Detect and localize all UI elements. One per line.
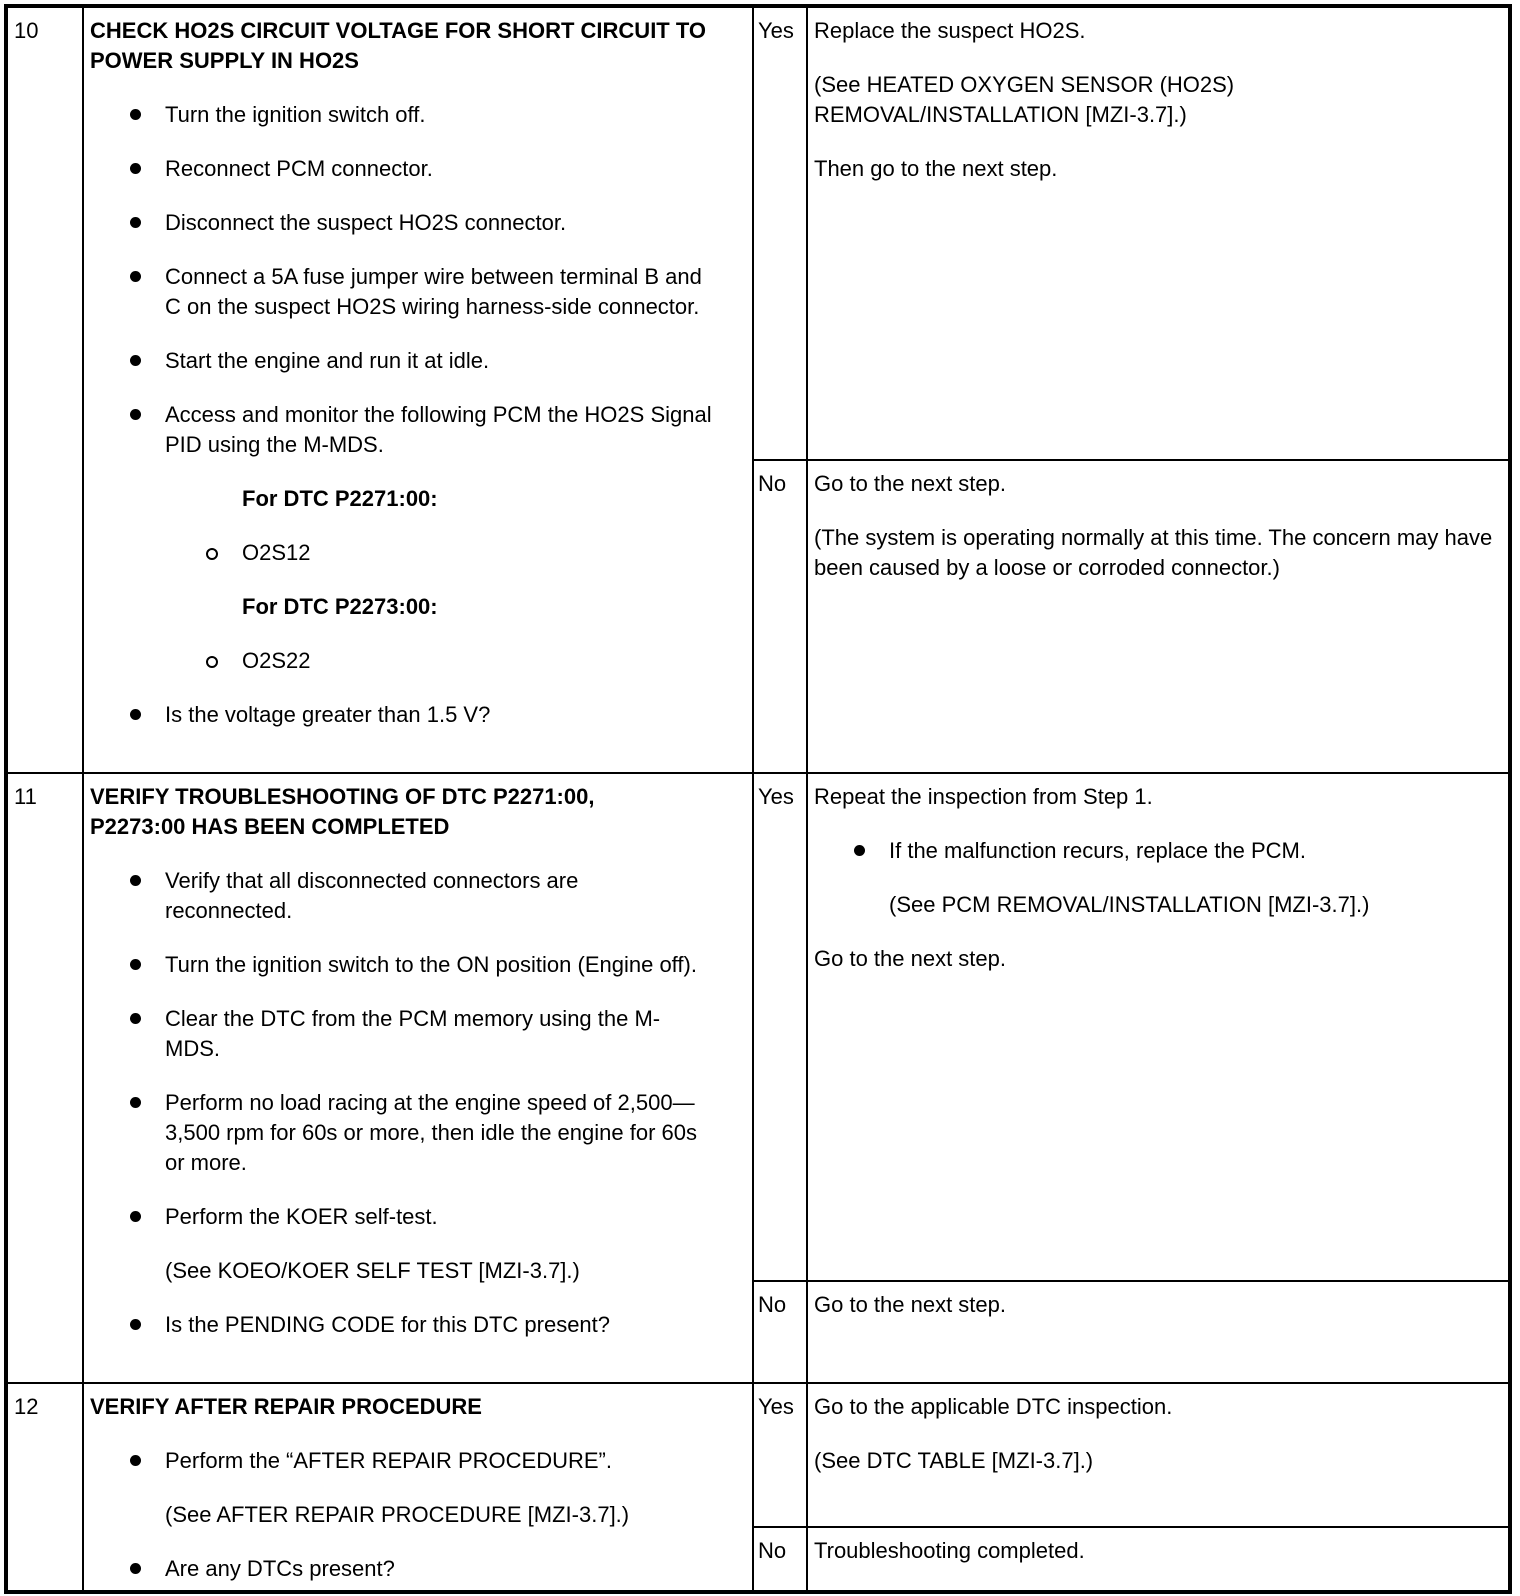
yes-action xyxy=(808,1384,1508,1526)
bullet-item xyxy=(90,1310,746,1340)
item-text: Turn the ignition switch off. xyxy=(165,102,426,127)
question-text: Is the voltage greater than 1.5 V? xyxy=(165,702,491,727)
bullet-icon xyxy=(130,1211,141,1222)
bullet-item xyxy=(90,400,746,460)
dtc-label: For DTC P2273:00: xyxy=(242,594,438,619)
bullet-item xyxy=(90,346,746,376)
step-11-procedure xyxy=(84,774,752,1382)
item-text: Perform the “AFTER REPAIR PROCEDURE”. xyxy=(165,1448,612,1473)
bullet-item xyxy=(814,836,1502,866)
reference-link[interactable]: (See KOEO/KOER SELF TEST [MZI-3.7].) xyxy=(165,1258,580,1283)
item-text: Perform no load racing at the engine speed of 2,500—3,500 rpm for 60s or more, then idle the engine for 60s or more. xyxy=(165,1090,697,1175)
no-label: No xyxy=(758,1538,787,1563)
bullet-item xyxy=(90,1446,746,1476)
step-10: 10 xyxy=(14,18,39,43)
bullet-item xyxy=(90,100,746,130)
bullet-item xyxy=(90,950,746,980)
no-action xyxy=(808,461,1508,772)
dtc-label: For DTC P2271:00: xyxy=(242,486,438,511)
circle-bullet-icon xyxy=(206,656,218,668)
bullet-item xyxy=(90,208,746,238)
action-text: Go to the applicable DTC inspection. xyxy=(814,1394,1173,1419)
item-text: Disconnect the suspect HO2S connector. xyxy=(165,210,567,235)
bullet-item xyxy=(90,700,746,730)
bullet-icon xyxy=(130,1013,141,1024)
pid-text: O2S12 xyxy=(242,540,311,565)
item-text: Reconnect PCM connector. xyxy=(165,156,433,181)
sub-bullet-item xyxy=(90,538,746,568)
yes-action xyxy=(808,8,1508,459)
step-title: CHECK HO2S CIRCUIT VOLTAGE FOR SHORT CIRCUIT TO POWER SUPPLY IN HO2S xyxy=(90,18,707,73)
bullet-icon xyxy=(130,271,141,282)
action-text: Go to the next step. xyxy=(814,946,1007,971)
item-text: Clear the DTC from the PCM memory using the M-MDS. xyxy=(165,1006,661,1061)
bullet-item xyxy=(90,1202,746,1232)
action-text: Repeat the inspection from Step 1. xyxy=(814,784,1153,809)
circle-bullet-icon xyxy=(206,548,218,560)
no-action: Go to the next step. xyxy=(814,1292,1007,1317)
bullet-item xyxy=(90,1004,746,1064)
step-12-procedure xyxy=(84,1384,752,1590)
item-text: Access and monitor the following PCM the HO2S Signal PID using the M-MDS. xyxy=(165,402,712,457)
item-text: Start the engine and run it at idle. xyxy=(165,348,490,373)
step-11: 11 xyxy=(14,784,37,809)
step-title: VERIFY AFTER REPAIR PROCEDURE xyxy=(90,1394,482,1419)
item-text: If the malfunction recurs, replace the PCM. xyxy=(889,838,1306,863)
reference-link[interactable]: (See PCM REMOVAL/INSTALLATION [MZI-3.7].) xyxy=(889,892,1370,917)
yes-label: Yes xyxy=(758,18,794,43)
bullet-icon xyxy=(130,109,141,120)
bullet-icon xyxy=(130,163,141,174)
troubleshooting-table xyxy=(4,4,1512,1594)
item-text: Verify that all disconnected connectors are reconnected. xyxy=(165,868,579,923)
yes-label: Yes xyxy=(758,1394,794,1419)
item-text: Connect a 5A fuse jumper wire between terminal B and C on the suspect HO2S wiring harness-side connector. xyxy=(165,264,702,319)
pid-text: O2S22 xyxy=(242,648,311,673)
action-text: Then go to the next step. xyxy=(814,156,1058,181)
bullet-icon xyxy=(130,875,141,886)
bullet-icon xyxy=(854,845,865,856)
step-title: VERIFY TROUBLESHOOTING OF DTC P2271:00, P2273:00 HAS BEEN COMPLETED xyxy=(90,784,595,839)
bullet-item xyxy=(90,262,746,322)
step-12: 12 xyxy=(14,1394,39,1419)
bullet-icon xyxy=(130,217,141,228)
bullet-icon xyxy=(130,709,141,720)
step-number xyxy=(8,774,82,1382)
action-text: Go to the next step. xyxy=(814,471,1007,496)
action-text: Replace the suspect HO2S. xyxy=(814,18,1086,43)
bullet-icon xyxy=(130,355,141,366)
step-number xyxy=(8,1384,82,1590)
bullet-item xyxy=(90,1554,746,1584)
step-10-procedure xyxy=(84,8,752,772)
question-text: Is the PENDING CODE for this DTC present? xyxy=(165,1312,611,1337)
bullet-item xyxy=(90,154,746,184)
bullet-icon xyxy=(130,1319,141,1330)
question-text: Are any DTCs present? xyxy=(165,1556,395,1581)
reference-link[interactable]: (See HEATED OXYGEN SENSOR (HO2S) REMOVAL/INSTALLATION [MZI-3.7].) xyxy=(814,72,1235,127)
bullet-icon xyxy=(130,409,141,420)
item-text: Turn the ignition switch to the ON position (Engine off). xyxy=(165,952,697,977)
sub-bullet-item xyxy=(90,646,746,676)
yes-action xyxy=(808,774,1508,1280)
yes-label: Yes xyxy=(758,784,794,809)
no-label: No xyxy=(758,471,787,496)
bullet-icon xyxy=(130,1097,141,1108)
bullet-item xyxy=(90,1088,746,1178)
bullet-icon xyxy=(130,1563,141,1574)
item-text: Perform the KOER self-test. xyxy=(165,1204,438,1229)
bullet-icon xyxy=(130,959,141,970)
no-action: Troubleshooting completed. xyxy=(814,1538,1085,1563)
reference-link[interactable]: (See AFTER REPAIR PROCEDURE [MZI-3.7].) xyxy=(165,1502,630,1527)
bullet-item xyxy=(90,866,746,926)
reference-link[interactable]: (See DTC TABLE [MZI-3.7].) xyxy=(814,1448,1094,1473)
step-number xyxy=(8,8,82,772)
bullet-icon xyxy=(130,1455,141,1466)
action-text: (The system is operating normally at this time. The concern may have been caused by a loose or corroded connector.) xyxy=(814,525,1493,580)
no-label: No xyxy=(758,1292,787,1317)
